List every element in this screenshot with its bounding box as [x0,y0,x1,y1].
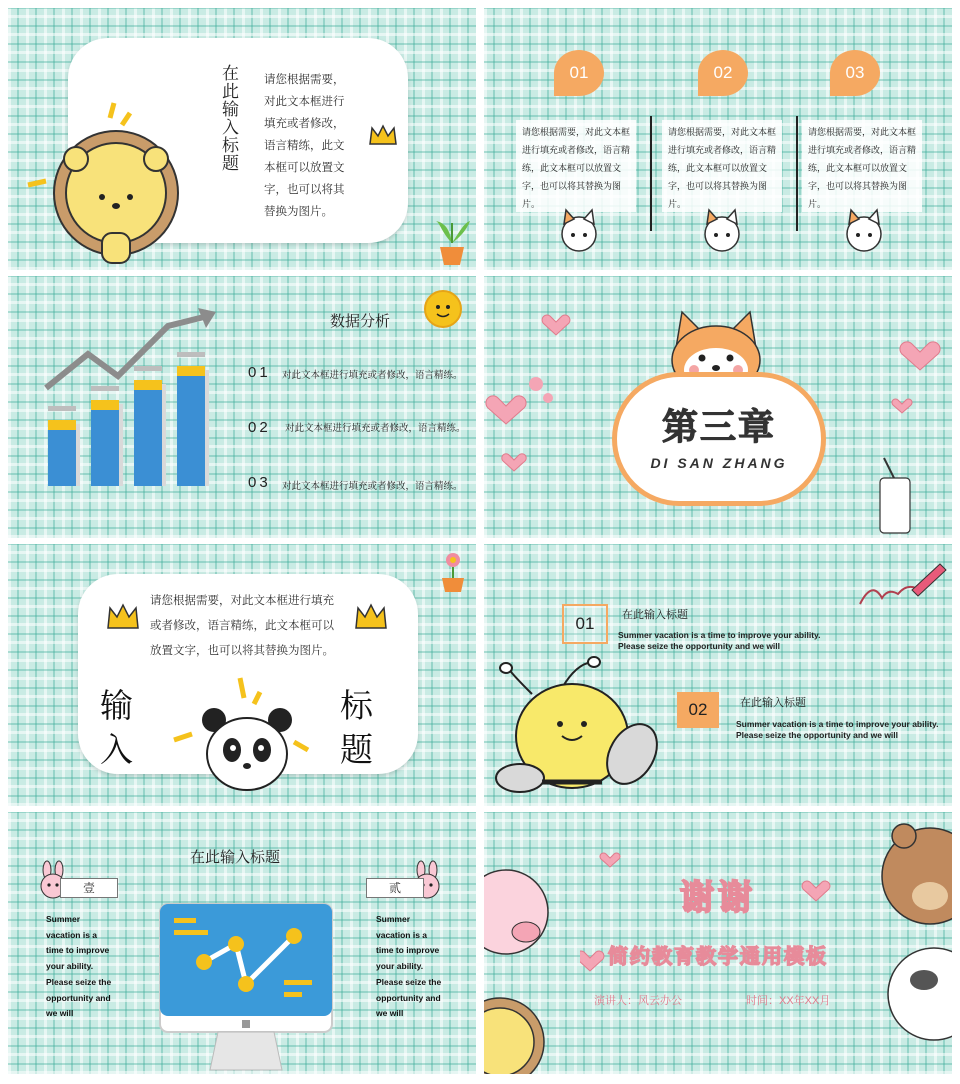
row-number: 01 [248,364,271,381]
cat-icon [697,208,747,256]
bear-and-cow-icon [864,816,952,1056]
bar-cap [91,400,119,410]
number-box: 02 [677,692,719,728]
chapter-subtitle: DI SAN ZHANG [650,455,788,471]
slide-8[interactable] [484,812,952,1074]
bee-icon [492,654,662,804]
body-line: 字，也可以将其 [264,182,345,196]
body-text [150,588,334,663]
chapter-title: 第三章 [661,406,776,447]
bar-cap [48,420,76,430]
item-text [618,630,821,652]
pig-and-lion-icon [484,852,554,1074]
text-line: we will [376,1008,404,1019]
slide-5[interactable] [8,544,476,806]
title-char: 标 [340,687,373,724]
body-line: 本框可以放置文 [264,160,345,174]
row-text: 对此文本框进行填充或者修改，语言精练。 [282,481,463,492]
text-line: Summer [376,914,411,924]
lion-icon [26,93,196,268]
text-line: Summer [46,914,81,924]
divider [650,116,652,231]
heart-decoration-icon [484,306,604,476]
slide-title: 数据分析 [330,313,391,330]
item-text-line: Please seize the opportunity and we will [618,641,781,651]
body-line: 请您根据需要，对此文本框进行填充 [150,593,334,607]
text-line: Please seize the [46,976,112,987]
chapter-card [612,372,826,506]
divider [796,116,798,231]
bar-cap [177,366,205,376]
cat-icon [554,208,604,256]
bar-dash [48,406,76,411]
pencil-icon [854,558,949,613]
number-bubble: 03 [830,50,880,96]
title-char: 输 [100,687,133,724]
label-tag: 贰 [366,878,424,898]
heart-decoration-icon [870,328,950,538]
crown-icon [354,602,388,632]
bar-dash [177,352,205,357]
body-line: 请您根据需要， [264,72,345,86]
item-text [736,719,939,741]
item-text-line: Please seize the opportunity and we will [736,730,899,740]
thanks-title: 谢谢 [680,879,756,917]
text-line: vacation is a [46,929,98,940]
heart-decoration-icon [580,848,840,978]
right-text [376,912,456,1022]
plant-icon [432,213,472,268]
bar-cap [134,380,162,390]
row-text: 对此文本框进行填充或者修改，语言精练。 [285,423,466,434]
text-line: opportunity and [46,992,111,1003]
bar-dash [134,366,162,371]
slide-title: 在此输入标题 [190,849,281,866]
item-text-line: Summer vacation is a time to improve your ability. [736,719,939,729]
item-title: 在此输入标题 [740,697,806,709]
number-bubble: 02 [698,50,748,96]
item-text-line: Summer vacation is a time to improve your ability. [618,630,821,640]
body-line: 语言精练，此文 [264,138,345,152]
title-char: 入 [100,731,133,768]
text-line: Please seize the [376,976,442,987]
body-line: 或者修改，语言精练，此文本框可以 [150,618,334,632]
slide-3[interactable] [8,276,476,538]
title-char: 题 [340,731,373,768]
presenter-label: 演讲人：风云办公 [594,995,682,1007]
text-line: time to improve [376,945,440,956]
body-text [264,68,345,222]
label-tag: 壹 [60,878,118,898]
panda-icon [168,674,318,806]
bar-growth-chart [38,306,218,491]
slide-1[interactable] [8,8,476,270]
crown-icon [368,124,398,148]
slide-6[interactable] [484,544,952,806]
row-text: 对此文本框进行填充或者修改，语言精练。 [282,370,463,381]
crown-icon [106,602,140,632]
text-box: 请您根据需要，对此文本框进行填充或者修改，语言精练，此文本框可以放置文字，也可以将其替换为图片。 [662,120,782,212]
item-title: 在此输入标题 [622,609,688,621]
sun-icon [416,282,470,336]
row-number: 02 [248,419,271,436]
text-line: we will [46,1008,74,1019]
body-line: 替换为图片。 [264,204,333,218]
slide-4[interactable] [484,276,952,538]
left-text [46,912,126,1022]
text-line: your ability. [46,961,94,972]
time-label: 时间：XX年XX月 [746,995,831,1007]
body-line: 填充或者修改， [264,116,345,130]
monitor-icon [158,902,334,1072]
body-line: 放置文字，也可以将其替换为图片。 [150,643,334,657]
template-subtitle: 简约教育教学通用模板 [608,946,828,968]
slide-7[interactable] [8,812,476,1074]
row-number: 03 [248,474,271,491]
cat-icon [839,208,889,256]
flower-pot-icon [436,548,470,594]
bar-dash [91,386,119,391]
slide-title: 在此输入标题 [219,64,238,172]
number-bubble: 01 [554,50,604,96]
text-line: time to improve [46,945,110,956]
body-line: 对此文本框进行 [264,94,345,108]
bar [177,366,205,486]
number-box: 01 [562,604,608,644]
text-box: 请您根据需要，对此文本框进行填充或者修改，语言精练，此文本框可以放置文字，也可以将其替换为图片。 [516,120,636,212]
text-line: vacation is a [376,929,428,940]
slide-2[interactable] [484,8,952,270]
text-line: your ability. [376,961,424,972]
text-box: 请您根据需要，对此文本框进行填充或者修改，语言精练，此文本框可以放置文字，也可以将其替换为图片。 [802,120,922,212]
bar [134,380,162,486]
text-line: opportunity and [376,992,441,1003]
bar [91,400,119,486]
